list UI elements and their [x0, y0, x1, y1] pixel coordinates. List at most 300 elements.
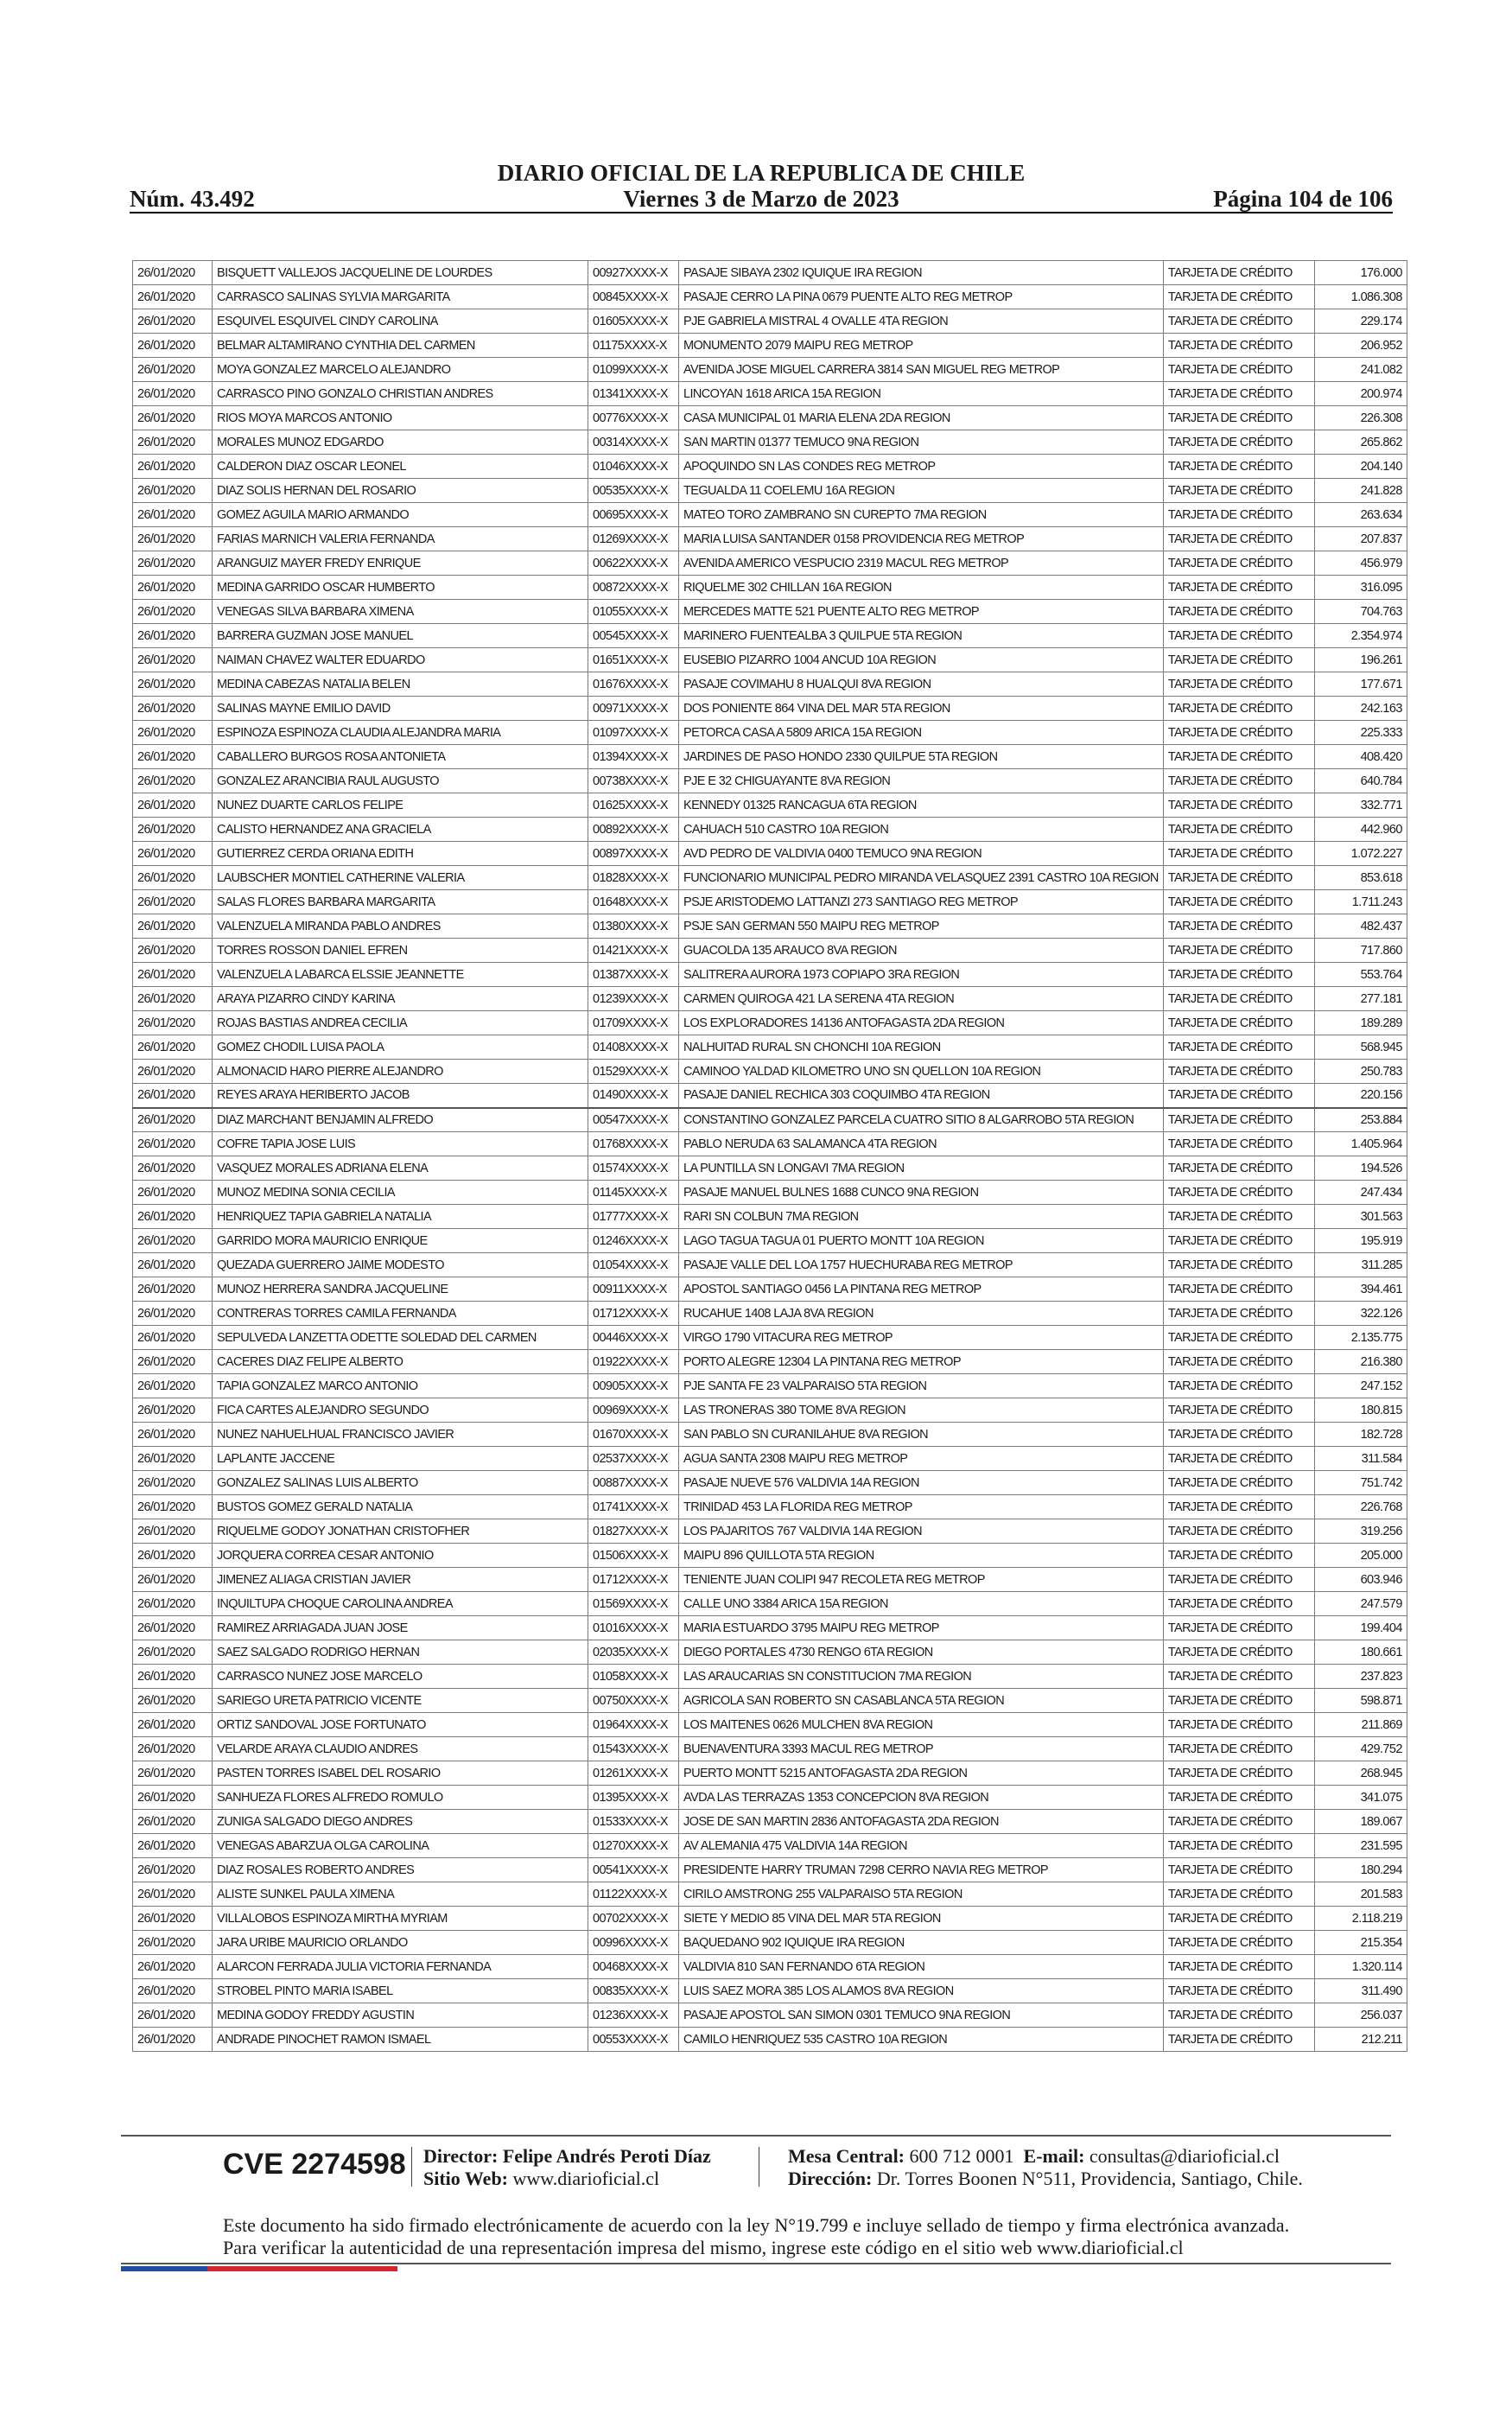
rut-cell: 01261XXXX-X	[588, 1761, 679, 1786]
product-cell: TARJETA DE CRÉDITO	[1163, 1640, 1314, 1665]
rut-cell: 00845XXXX-X	[588, 285, 679, 309]
product-cell: TARJETA DE CRÉDITO	[1163, 1786, 1314, 1810]
date-cell: 26/01/2020	[133, 769, 213, 793]
product-cell: TARJETA DE CRÉDITO	[1163, 721, 1314, 745]
product-cell: TARJETA DE CRÉDITO	[1163, 1858, 1314, 1882]
product-cell: TARJETA DE CRÉDITO	[1163, 1495, 1314, 1519]
product-cell: TARJETA DE CRÉDITO	[1163, 1737, 1314, 1761]
address-cell: KENNEDY 01325 RANCAGUA 6TA REGION	[679, 793, 1164, 818]
name-cell: ALMONACID HARO PIERRE ALEJANDRO	[213, 1060, 588, 1084]
name-cell: GONZALEZ ARANCIBIA RAUL AUGUSTO	[213, 769, 588, 793]
amount-cell: 553.764	[1314, 963, 1407, 987]
rut-cell: 00541XXXX-X	[588, 1858, 679, 1882]
name-cell: ORTIZ SANDOVAL JOSE FORTUNATO	[213, 1713, 588, 1737]
amount-cell: 717.860	[1314, 939, 1407, 963]
amount-cell: 241.082	[1314, 358, 1407, 382]
table-row	[133, 1858, 1407, 1882]
address-cell: LOS MAITENES 0626 MULCHEN 8VA REGION	[679, 1713, 1164, 1737]
date-cell: 26/01/2020	[133, 1350, 213, 1374]
date-cell: 26/01/2020	[133, 600, 213, 624]
amount-cell: 265.862	[1314, 430, 1407, 455]
rut-cell: 00702XXXX-X	[588, 1907, 679, 1931]
table-row	[133, 987, 1407, 1011]
product-cell: TARJETA DE CRÉDITO	[1163, 1616, 1314, 1640]
table-row	[133, 1108, 1407, 1132]
product-cell: TARJETA DE CRÉDITO	[1163, 1108, 1314, 1132]
date-cell: 26/01/2020	[133, 1447, 213, 1471]
name-cell: GARRIDO MORA MAURICIO ENRIQUE	[213, 1229, 588, 1253]
name-cell: DIAZ ROSALES ROBERTO ANDRES	[213, 1858, 588, 1882]
address-cell: PJE E 32 CHIGUAYANTE 8VA REGION	[679, 769, 1164, 793]
footer-contact-block	[788, 2145, 1303, 2190]
table-row	[133, 672, 1407, 697]
name-cell: VENEGAS ABARZUA OLGA CAROLINA	[213, 1834, 588, 1858]
rut-cell: 00446XXXX-X	[588, 1326, 679, 1350]
name-cell: NAIMAN CHAVEZ WALTER EDUARDO	[213, 648, 588, 672]
table-row	[133, 1931, 1407, 1955]
date-cell: 26/01/2020	[133, 1374, 213, 1398]
address-cell: NALHUITAD RURAL SN CHONCHI 10A REGION	[679, 1035, 1164, 1060]
amount-cell: 180.815	[1314, 1398, 1407, 1423]
product-cell: TARJETA DE CRÉDITO	[1163, 1302, 1314, 1326]
amount-cell: 207.837	[1314, 527, 1407, 551]
amount-cell: 206.952	[1314, 334, 1407, 358]
table-row	[133, 455, 1407, 479]
rut-cell: 00535XXXX-X	[588, 479, 679, 503]
rut-cell: 01651XXXX-X	[588, 648, 679, 672]
rut-cell: 00553XXXX-X	[588, 2028, 679, 2052]
address-cell: PJE GABRIELA MISTRAL 4 OVALLE 4TA REGION	[679, 309, 1164, 334]
date-cell: 26/01/2020	[133, 1060, 213, 1084]
table-row	[133, 1955, 1407, 1979]
name-cell: ARANGUIZ MAYER FREDY ENRIQUE	[213, 551, 588, 576]
address-cell: MONUMENTO 2079 MAIPU REG METROP	[679, 334, 1164, 358]
amount-cell: 301.563	[1314, 1205, 1407, 1229]
rut-cell: 01506XXXX-X	[588, 1544, 679, 1568]
date-cell: 26/01/2020	[133, 2028, 213, 2052]
rut-cell: 00547XXXX-X	[588, 1108, 679, 1132]
rut-cell: 02537XXXX-X	[588, 1447, 679, 1471]
address-value: Dr. Torres Boonen N°511, Providencia, Santiago, Chile.	[876, 2168, 1303, 2189]
date-cell: 26/01/2020	[133, 987, 213, 1011]
name-cell: REYES ARAYA HERIBERTO JACOB	[213, 1084, 588, 1108]
address-cell: AVDA LAS TERRAZAS 1353 CONCEPCION 8VA REGION	[679, 1786, 1164, 1810]
rut-cell: 01058XXXX-X	[588, 1665, 679, 1689]
name-cell: ROJAS BASTIAS ANDREA CECILIA	[213, 1011, 588, 1035]
phone-value: 600 712 0001	[909, 2145, 1014, 2167]
amount-cell: 1.320.114	[1314, 1955, 1407, 1979]
table-row	[133, 1398, 1407, 1423]
address-cell: DIEGO PORTALES 4730 RENGO 6TA REGION	[679, 1640, 1164, 1665]
date-cell: 26/01/2020	[133, 1302, 213, 1326]
rut-cell: 01394XXXX-X	[588, 745, 679, 769]
address-cell: CIRILO AMSTRONG 255 VALPARAISO 5TA REGION	[679, 1882, 1164, 1907]
signature-notice: Este documento ha sido firmado electrónicamente de acuerdo con la ley N°19.799 e incluye sellado de tiempo y firma electrónica avanzada. Para verificar la autenticidad de una representación impresa del mismo, ingrese este código en el sitio web www.diarioficial.cl	[223, 2214, 1290, 2258]
address-cell: APOQUINDO SN LAS CONDES REG METROP	[679, 455, 1164, 479]
date-cell: 26/01/2020	[133, 406, 213, 430]
flag-stripe-blue	[121, 2266, 207, 2271]
amount-cell: 568.945	[1314, 1035, 1407, 1060]
date-cell: 26/01/2020	[133, 1665, 213, 1689]
table-row	[133, 1205, 1407, 1229]
amount-cell: 229.174	[1314, 309, 1407, 334]
table-row	[133, 1544, 1407, 1568]
product-cell: TARJETA DE CRÉDITO	[1163, 1568, 1314, 1592]
address-cell: PASAJE MANUEL BULNES 1688 CUNCO 9NA REGION	[679, 1181, 1164, 1205]
name-cell: MUNOZ MEDINA SONIA CECILIA	[213, 1181, 588, 1205]
rut-cell: 00695XXXX-X	[588, 503, 679, 527]
address-cell: CAMILO HENRIQUEZ 535 CASTRO 10A REGION	[679, 2028, 1164, 2052]
product-cell: TARJETA DE CRÉDITO	[1163, 1205, 1314, 1229]
address-cell: RIQUELME 302 CHILLAN 16A REGION	[679, 576, 1164, 600]
name-cell: GONZALEZ SALINAS LUIS ALBERTO	[213, 1471, 588, 1495]
rut-cell: 00872XXXX-X	[588, 576, 679, 600]
name-cell: COFRE TAPIA JOSE LUIS	[213, 1132, 588, 1156]
amount-cell: 211.869	[1314, 1713, 1407, 1737]
product-cell: TARJETA DE CRÉDITO	[1163, 1423, 1314, 1447]
amount-cell: 180.294	[1314, 1858, 1407, 1882]
table-row	[133, 406, 1407, 430]
rut-cell: 01054XXXX-X	[588, 1253, 679, 1277]
rut-cell: 01236XXXX-X	[588, 2003, 679, 2028]
name-cell: LAUBSCHER MONTIEL CATHERINE VALERIA	[213, 866, 588, 890]
rut-cell: 01246XXXX-X	[588, 1229, 679, 1253]
amount-cell: 332.771	[1314, 793, 1407, 818]
amount-cell: 277.181	[1314, 987, 1407, 1011]
rut-cell: 01016XXXX-X	[588, 1616, 679, 1640]
product-cell: TARJETA DE CRÉDITO	[1163, 382, 1314, 406]
rut-cell: 01097XXXX-X	[588, 721, 679, 745]
rut-cell: 01145XXXX-X	[588, 1181, 679, 1205]
name-cell: ALISTE SUNKEL PAULA XIMENA	[213, 1882, 588, 1907]
table-row	[133, 309, 1407, 334]
name-cell: CACERES DIAZ FELIPE ALBERTO	[213, 1350, 588, 1374]
rut-cell: 01046XXXX-X	[588, 455, 679, 479]
date-cell: 26/01/2020	[133, 1640, 213, 1665]
address-cell: RARI SN COLBUN 7MA REGION	[679, 1205, 1164, 1229]
rut-cell: 01712XXXX-X	[588, 1568, 679, 1592]
rut-cell: 00971XXXX-X	[588, 697, 679, 721]
amount-cell: 241.828	[1314, 479, 1407, 503]
table-row	[133, 1761, 1407, 1786]
product-cell: TARJETA DE CRÉDITO	[1163, 793, 1314, 818]
name-cell: FICA CARTES ALEJANDRO SEGUNDO	[213, 1398, 588, 1423]
date-cell: 26/01/2020	[133, 1907, 213, 1931]
name-cell: NUNEZ DUARTE CARLOS FELIPE	[213, 793, 588, 818]
product-cell: TARJETA DE CRÉDITO	[1163, 697, 1314, 721]
rut-cell: 01712XXXX-X	[588, 1302, 679, 1326]
name-cell: MORALES MUNOZ EDGARDO	[213, 430, 588, 455]
product-cell: TARJETA DE CRÉDITO	[1163, 576, 1314, 600]
amount-cell: 220.156	[1314, 1084, 1407, 1108]
product-cell: TARJETA DE CRÉDITO	[1163, 1519, 1314, 1544]
product-cell: TARJETA DE CRÉDITO	[1163, 1834, 1314, 1858]
name-cell: SEPULVEDA LANZETTA ODETTE SOLEDAD DEL CARMEN	[213, 1326, 588, 1350]
name-cell: LAPLANTE JACCENE	[213, 1447, 588, 1471]
product-cell: TARJETA DE CRÉDITO	[1163, 963, 1314, 987]
amount-cell: 247.579	[1314, 1592, 1407, 1616]
name-cell: RIOS MOYA MARCOS ANTONIO	[213, 406, 588, 430]
name-cell: CONTRERAS TORRES CAMILA FERNANDA	[213, 1302, 588, 1326]
date-cell: 26/01/2020	[133, 1471, 213, 1495]
product-cell: TARJETA DE CRÉDITO	[1163, 455, 1314, 479]
footer-divider	[411, 2147, 412, 2187]
product-cell: TARJETA DE CRÉDITO	[1163, 261, 1314, 285]
amount-cell: 316.095	[1314, 576, 1407, 600]
product-cell: TARJETA DE CRÉDITO	[1163, 1035, 1314, 1060]
table-row	[133, 1568, 1407, 1592]
amount-cell: 2.118.219	[1314, 1907, 1407, 1931]
product-cell: TARJETA DE CRÉDITO	[1163, 624, 1314, 648]
product-cell: TARJETA DE CRÉDITO	[1163, 1132, 1314, 1156]
rut-cell: 01490XXXX-X	[588, 1084, 679, 1108]
amount-cell: 341.075	[1314, 1786, 1407, 1810]
name-cell: FARIAS MARNICH VALERIA FERNANDA	[213, 527, 588, 551]
address-cell: PASAJE APOSTOL SAN SIMON 0301 TEMUCO 9NA REGION	[679, 2003, 1164, 2028]
address-cell: PASAJE NUEVE 576 VALDIVIA 14A REGION	[679, 1471, 1164, 1495]
amount-cell: 216.380	[1314, 1350, 1407, 1374]
date-cell: 26/01/2020	[133, 527, 213, 551]
product-cell: TARJETA DE CRÉDITO	[1163, 1907, 1314, 1931]
rut-cell: 01922XXXX-X	[588, 1350, 679, 1374]
table-row	[133, 430, 1407, 455]
table-row	[133, 1616, 1407, 1640]
name-cell: CABALLERO BURGOS ROSA ANTONIETA	[213, 745, 588, 769]
date-cell: 26/01/2020	[133, 939, 213, 963]
table-row	[133, 1979, 1407, 2003]
rut-cell: 00750XXXX-X	[588, 1689, 679, 1713]
amount-cell: 226.768	[1314, 1495, 1407, 1519]
email-link[interactable]: consultas@diarioficial.cl	[1089, 2145, 1280, 2167]
amount-cell: 853.618	[1314, 866, 1407, 890]
date-cell: 26/01/2020	[133, 1084, 213, 1108]
amount-cell: 1.711.243	[1314, 890, 1407, 914]
address-cell: CALLE UNO 3384 ARICA 15A REGION	[679, 1592, 1164, 1616]
address-cell: LAS ARAUCARIAS SN CONSTITUCION 7MA REGION	[679, 1665, 1164, 1689]
rut-cell: 01543XXXX-X	[588, 1737, 679, 1761]
table-row	[133, 1907, 1407, 1931]
date-cell: 26/01/2020	[133, 842, 213, 866]
address-cell: AVD PEDRO DE VALDIVIA 0400 TEMUCO 9NA REGION	[679, 842, 1164, 866]
amount-cell: 215.354	[1314, 1931, 1407, 1955]
name-cell: CARRASCO PINO GONZALO CHRISTIAN ANDRES	[213, 382, 588, 406]
date-cell: 26/01/2020	[133, 479, 213, 503]
amount-cell: 256.037	[1314, 2003, 1407, 2028]
name-cell: CALDERON DIAZ OSCAR LEONEL	[213, 455, 588, 479]
rut-cell: 00897XXXX-X	[588, 842, 679, 866]
date-cell: 26/01/2020	[133, 1423, 213, 1447]
product-cell: TARJETA DE CRÉDITO	[1163, 1060, 1314, 1084]
amount-cell: 429.752	[1314, 1737, 1407, 1761]
address-cell: RUCAHUE 1408 LAJA 8VA REGION	[679, 1302, 1164, 1326]
name-cell: STROBEL PINTO MARIA ISABEL	[213, 1979, 588, 2003]
product-cell: TARJETA DE CRÉDITO	[1163, 1253, 1314, 1277]
amount-cell: 201.583	[1314, 1882, 1407, 1907]
address-cell: LAGO TAGUA TAGUA 01 PUERTO MONTT 10A REGION	[679, 1229, 1164, 1253]
amount-cell: 322.126	[1314, 1302, 1407, 1326]
rut-cell: 01605XXXX-X	[588, 309, 679, 334]
name-cell: HENRIQUEZ TAPIA GABRIELA NATALIA	[213, 1205, 588, 1229]
amount-cell: 231.595	[1314, 1834, 1407, 1858]
name-cell: CARRASCO SALINAS SYLVIA MARGARITA	[213, 285, 588, 309]
web-label: Sitio Web:	[423, 2168, 509, 2189]
product-cell: TARJETA DE CRÉDITO	[1163, 1544, 1314, 1568]
amount-cell: 394.461	[1314, 1277, 1407, 1302]
rut-cell: 01676XXXX-X	[588, 672, 679, 697]
name-cell: CALISTO HERNANDEZ ANA GRACIELA	[213, 818, 588, 842]
name-cell: RAMIREZ ARRIAGADA JUAN JOSE	[213, 1616, 588, 1640]
product-cell: TARJETA DE CRÉDITO	[1163, 1761, 1314, 1786]
address-cell: MAIPU 896 QUILLOTA 5TA REGION	[679, 1544, 1164, 1568]
rut-cell: 01574XXXX-X	[588, 1156, 679, 1181]
product-cell: TARJETA DE CRÉDITO	[1163, 285, 1314, 309]
records-table	[132, 260, 1407, 2052]
date-cell: 26/01/2020	[133, 1713, 213, 1737]
amount-cell: 603.946	[1314, 1568, 1407, 1592]
footer-director-block	[423, 2145, 711, 2190]
date-cell: 26/01/2020	[133, 1011, 213, 1035]
product-cell: TARJETA DE CRÉDITO	[1163, 1882, 1314, 1907]
table-row	[133, 503, 1407, 527]
name-cell: DIAZ SOLIS HERNAN DEL ROSARIO	[213, 479, 588, 503]
address-cell: PASAJE SIBAYA 2302 IQUIQUE IRA REGION	[679, 261, 1164, 285]
date-cell: 26/01/2020	[133, 793, 213, 818]
date-cell: 26/01/2020	[133, 261, 213, 285]
name-cell: VALENZUELA LABARCA ELSSIE JEANNETTE	[213, 963, 588, 987]
table-row	[133, 818, 1407, 842]
product-cell: TARJETA DE CRÉDITO	[1163, 430, 1314, 455]
footer-bottom-rule	[121, 2263, 1391, 2264]
date-cell: 26/01/2020	[133, 1568, 213, 1592]
address-cell: AGUA SANTA 2308 MAIPU REG METROP	[679, 1447, 1164, 1471]
name-cell: BUSTOS GOMEZ GERALD NATALIA	[213, 1495, 588, 1519]
address-cell: SALITRERA AURORA 1973 COPIAPO 3RA REGION	[679, 963, 1164, 987]
product-cell: TARJETA DE CRÉDITO	[1163, 1592, 1314, 1616]
table-row	[133, 963, 1407, 987]
flag-stripe-red	[207, 2266, 397, 2271]
date-cell: 26/01/2020	[133, 382, 213, 406]
amount-cell: 189.067	[1314, 1810, 1407, 1834]
product-cell: TARJETA DE CRÉDITO	[1163, 1979, 1314, 2003]
name-cell: ZUNIGA SALGADO DIEGO ANDRES	[213, 1810, 588, 1834]
address-cell: TENIENTE JUAN COLIPI 947 RECOLETA REG METROP	[679, 1568, 1164, 1592]
address-cell: PRESIDENTE HARRY TRUMAN 7298 CERRO NAVIA REG METROP	[679, 1858, 1164, 1882]
table-row	[133, 842, 1407, 866]
name-cell: BISQUETT VALLEJOS JACQUELINE DE LOURDES	[213, 261, 588, 285]
name-cell: ESQUIVEL ESQUIVEL CINDY CAROLINA	[213, 309, 588, 334]
table-row	[133, 1882, 1407, 1907]
product-cell: TARJETA DE CRÉDITO	[1163, 503, 1314, 527]
name-cell: SARIEGO URETA PATRICIO VICENTE	[213, 1689, 588, 1713]
address-label: Dirección:	[788, 2168, 873, 2189]
rut-cell: 01270XXXX-X	[588, 1834, 679, 1858]
address-cell: AV ALEMANIA 475 VALDIVIA 14A REGION	[679, 1834, 1164, 1858]
amount-cell: 247.152	[1314, 1374, 1407, 1398]
product-cell: TARJETA DE CRÉDITO	[1163, 2028, 1314, 2052]
table-row	[133, 600, 1407, 624]
rut-cell: 01341XXXX-X	[588, 382, 679, 406]
issue-date: Viernes 3 de Marzo de 2023	[623, 186, 899, 212]
address-cell: BAQUEDANO 902 IQUIQUE IRA REGION	[679, 1931, 1164, 1955]
date-cell: 26/01/2020	[133, 2003, 213, 2028]
date-cell: 26/01/2020	[133, 1495, 213, 1519]
product-cell: TARJETA DE CRÉDITO	[1163, 334, 1314, 358]
address-cell: AVENIDA JOSE MIGUEL CARRERA 3814 SAN MIGUEL REG METROP	[679, 358, 1164, 382]
name-cell: VENEGAS SILVA BARBARA XIMENA	[213, 600, 588, 624]
product-cell: TARJETA DE CRÉDITO	[1163, 1398, 1314, 1423]
table-row	[133, 1060, 1407, 1084]
table-row	[133, 1181, 1407, 1205]
amount-cell: 704.763	[1314, 600, 1407, 624]
table-row	[133, 1423, 1407, 1447]
name-cell: ARAYA PIZARRO CINDY KARINA	[213, 987, 588, 1011]
web-link[interactable]: www.diarioficial.cl	[512, 2168, 660, 2189]
address-cell: SAN PABLO SN CURANILAHUE 8VA REGION	[679, 1423, 1164, 1447]
name-cell: MOYA GONZALEZ MARCELO ALEJANDRO	[213, 358, 588, 382]
page-number: Página 104 de 106	[1213, 186, 1393, 212]
date-cell: 26/01/2020	[133, 1519, 213, 1544]
amount-cell: 199.404	[1314, 1616, 1407, 1640]
rut-cell: 00738XXXX-X	[588, 769, 679, 793]
address-cell: GUACOLDA 135 ARAUCO 8VA REGION	[679, 939, 1164, 963]
date-cell: 26/01/2020	[133, 1786, 213, 1810]
date-cell: 26/01/2020	[133, 285, 213, 309]
table-row	[133, 1713, 1407, 1737]
product-cell: TARJETA DE CRÉDITO	[1163, 1277, 1314, 1302]
rut-cell: 01239XXXX-X	[588, 987, 679, 1011]
rut-cell: 00887XXXX-X	[588, 1471, 679, 1495]
name-cell: JORQUERA CORREA CESAR ANTONIO	[213, 1544, 588, 1568]
product-cell: TARJETA DE CRÉDITO	[1163, 1810, 1314, 1834]
date-cell: 26/01/2020	[133, 576, 213, 600]
name-cell: ANDRADE PINOCHET RAMON ISMAEL	[213, 2028, 588, 2052]
rut-cell: 00468XXXX-X	[588, 1955, 679, 1979]
amount-cell: 205.000	[1314, 1544, 1407, 1568]
date-cell: 26/01/2020	[133, 430, 213, 455]
date-cell: 26/01/2020	[133, 914, 213, 939]
amount-cell: 226.308	[1314, 406, 1407, 430]
amount-cell: 253.884	[1314, 1108, 1407, 1132]
amount-cell: 1.086.308	[1314, 285, 1407, 309]
table-row	[133, 1689, 1407, 1713]
page-header	[130, 160, 1393, 213]
director-name: Felipe Andrés Peroti Díaz	[502, 2145, 711, 2167]
name-cell: GUTIERREZ CERDA ORIANA EDITH	[213, 842, 588, 866]
product-cell: TARJETA DE CRÉDITO	[1163, 890, 1314, 914]
name-cell: ALARCON FERRADA JULIA VICTORIA FERNANDA	[213, 1955, 588, 1979]
date-cell: 26/01/2020	[133, 309, 213, 334]
rut-cell: 01741XXXX-X	[588, 1495, 679, 1519]
rut-cell: 01395XXXX-X	[588, 1786, 679, 1810]
name-cell: BARRERA GUZMAN JOSE MANUEL	[213, 624, 588, 648]
table-row	[133, 261, 1407, 285]
address-cell: AGRICOLA SAN ROBERTO SN CASABLANCA 5TA REGION	[679, 1689, 1164, 1713]
name-cell: SALINAS MAYNE EMILIO DAVID	[213, 697, 588, 721]
address-cell: AVENIDA AMERICO VESPUCIO 2319 MACUL REG METROP	[679, 551, 1164, 576]
address-cell: LINCOYAN 1618 ARICA 15A REGION	[679, 382, 1164, 406]
address-cell: SIETE Y MEDIO 85 VINA DEL MAR 5TA REGION	[679, 1907, 1164, 1931]
address-cell: LAS TRONERAS 380 TOME 8VA REGION	[679, 1398, 1164, 1423]
table-row	[133, 1326, 1407, 1350]
table-row	[133, 382, 1407, 406]
table-row	[133, 745, 1407, 769]
table-row	[133, 1229, 1407, 1253]
rut-cell: 01533XXXX-X	[588, 1810, 679, 1834]
address-cell: APOSTOL SANTIAGO 0456 LA PINTANA REG METROP	[679, 1277, 1164, 1302]
name-cell: NUNEZ NAHUELHUAL FRANCISCO JAVIER	[213, 1423, 588, 1447]
amount-cell: 182.728	[1314, 1423, 1407, 1447]
rut-cell: 01768XXXX-X	[588, 1132, 679, 1156]
